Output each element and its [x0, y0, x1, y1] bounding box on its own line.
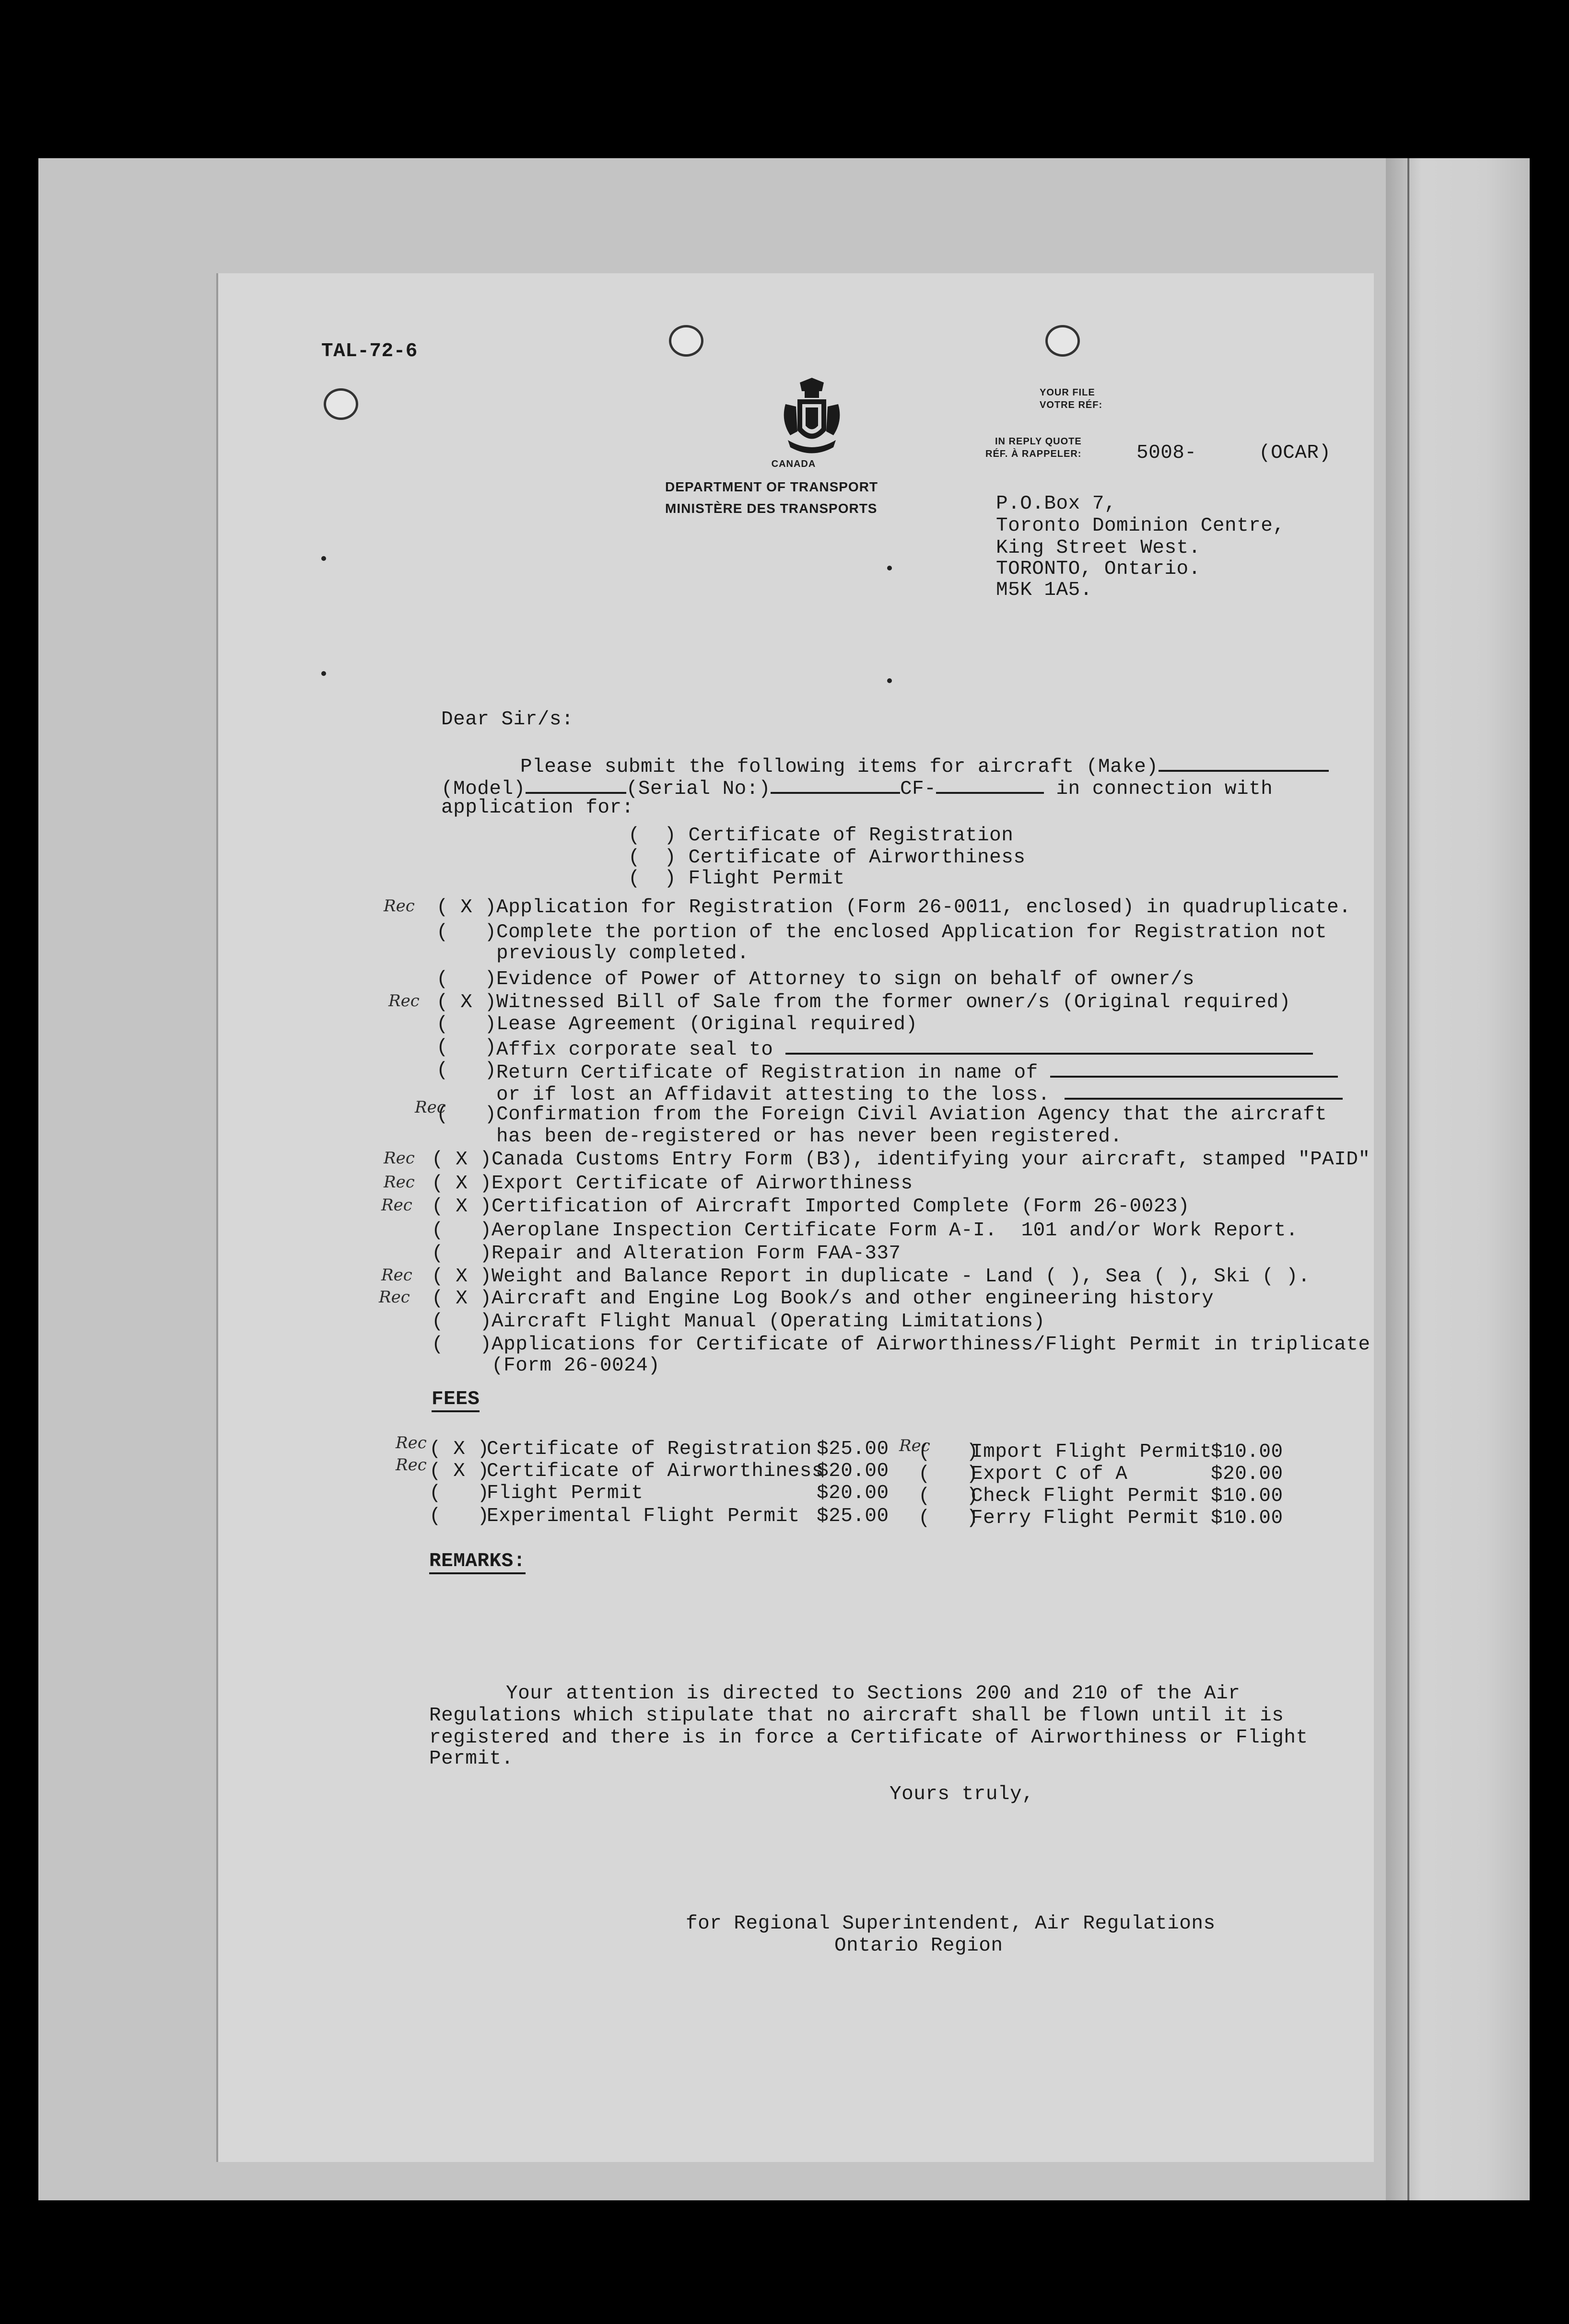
signature-line: for Regional Superintendent, Air Regulations	[686, 1913, 1216, 1935]
make-blank	[1159, 754, 1329, 772]
fees-heading: FEES	[432, 1388, 480, 1410]
reply-quote-number: 5008-	[1136, 442, 1197, 464]
checklist-box: ( )	[432, 1220, 492, 1242]
fee-label: Ferry Flight Permit	[971, 1507, 1200, 1529]
your-file-label-fr: VOTRE RÉF:	[1040, 400, 1103, 410]
fee-label: Experimental Flight Permit	[487, 1505, 800, 1527]
address-line: King Street West.	[996, 537, 1201, 559]
fee-label: Certificate of Airworthiness	[487, 1460, 824, 1482]
intro-line: Please submit the following items for aircraft (Make)	[520, 754, 1329, 778]
intro-line: (Model) (Serial No:) CF- in connection with	[441, 776, 1273, 800]
checklist-box: ( )	[436, 921, 497, 943]
checklist-item: or if lost an Affidavit attesting to the loss.	[496, 1081, 1343, 1106]
checklist-box: ( )	[432, 1334, 492, 1356]
remarks-heading: REMARKS:	[429, 1550, 526, 1572]
closing-paragraph-line: Permit.	[429, 1748, 514, 1770]
handwritten-note: Rec	[379, 1288, 410, 1307]
checklist-item: Export Certificate of Airworthiness	[492, 1173, 913, 1195]
speck	[321, 671, 326, 676]
checklist-item: Aircraft and Engine Log Book/s and other engineering history	[492, 1288, 1214, 1310]
punch-hole	[669, 325, 703, 357]
handwritten-note: Rec	[381, 1266, 412, 1285]
checklist-item: Confirmation from the Foreign Civil Aviation Agency that the aircraft	[496, 1104, 1327, 1126]
fee-box: ( )	[918, 1463, 979, 1485]
model-blank	[526, 776, 626, 794]
closing-paragraph-line: Your attention is directed to Sections 200 and 210 of the Air	[506, 1683, 1241, 1705]
fee-box: ( X )	[429, 1460, 490, 1482]
handwritten-note: Rec	[396, 1455, 427, 1475]
coat-of-arms-logo	[758, 369, 830, 453]
fee-amount: $20.00	[817, 1482, 889, 1504]
fee-amount: $10.00	[1211, 1507, 1283, 1529]
fee-box: ( )	[429, 1482, 490, 1504]
checklist-item: Application for Registration (Form 26-0011, enclosed) in quadruplicate.	[496, 896, 1351, 918]
application-option: ( ) Flight Permit	[628, 868, 845, 890]
checklist-item: (Form 26-0024)	[492, 1355, 660, 1377]
speck	[887, 678, 892, 683]
checklist-item: Canada Customs Entry Form (B3), identifying your aircraft, stamped "PAID"	[492, 1149, 1370, 1171]
signature-line: Ontario Region	[834, 1935, 1003, 1957]
name-blank	[1050, 1059, 1338, 1078]
checklist-item: Aeroplane Inspection Certificate Form A-I. 101 and/or Work Report.	[492, 1220, 1298, 1242]
checklist-box: ( )	[436, 1059, 497, 1081]
checklist-item: Witnessed Bill of Sale from the former owner/s (Original required)	[496, 991, 1291, 1013]
document-reference: TAL-72-6	[321, 340, 418, 362]
checklist-box: ( X )	[432, 1266, 492, 1288]
intro-line: application for:	[441, 797, 634, 819]
reply-quote-suffix: (OCAR)	[1259, 442, 1331, 464]
seal-blank	[785, 1036, 1313, 1055]
handwritten-note: Rec	[388, 991, 420, 1011]
address-line: M5K 1A5.	[996, 579, 1092, 601]
fee-amount: $10.00	[1211, 1441, 1283, 1463]
speck	[321, 556, 326, 561]
handwritten-note: Rec	[384, 896, 415, 916]
checklist-item: Aircraft Flight Manual (Operating Limitations)	[492, 1311, 1045, 1333]
checklist-box: ( )	[432, 1311, 492, 1333]
checklist-item: Repair and Alteration Form FAA-337	[492, 1243, 901, 1265]
letter-page	[218, 273, 1374, 2162]
handwritten-note: Rec	[384, 1149, 415, 1168]
checklist-item: Lease Agreement (Original required)	[496, 1013, 918, 1035]
your-file-label: YOUR FILE	[1040, 387, 1095, 398]
department-name-en: DEPARTMENT OF TRANSPORT	[665, 479, 878, 494]
serial-blank	[771, 776, 900, 794]
checklist-item: Return Certificate of Registration in name of	[496, 1059, 1338, 1084]
sign-off: Yours truly,	[890, 1783, 1034, 1805]
checklist-box: ( X )	[432, 1173, 492, 1195]
checklist-item: Evidence of Power of Attorney to sign on behalf of owner/s	[496, 968, 1195, 990]
checklist-item: Weight and Balance Report in duplicate - Land ( ), Sea ( ), Ski ( ).	[492, 1266, 1311, 1288]
address-line: TORONTO, Ontario.	[996, 558, 1201, 580]
checklist-item: Affix corporate seal to	[496, 1036, 1313, 1061]
binding-edge	[1407, 158, 1409, 2200]
fee-amount: $20.00	[1211, 1463, 1283, 1485]
name-blank	[1065, 1081, 1343, 1100]
closing-paragraph-line: registered and there is in force a Certificate of Airworthiness or Flight	[429, 1727, 1308, 1749]
salutation: Dear Sir/s:	[441, 709, 574, 731]
fee-label: Export C of A	[971, 1463, 1128, 1485]
checklist-box: ( X )	[436, 991, 497, 1013]
checklist-box: ( )	[436, 968, 497, 990]
fee-label: Certificate of Registration	[487, 1438, 812, 1460]
handwritten-note: Rec	[384, 1173, 415, 1192]
fee-amount: $25.00	[817, 1505, 889, 1527]
punch-hole	[1045, 325, 1080, 357]
reply-quote-label: IN REPLY QUOTE	[995, 436, 1082, 447]
checklist-box: ( )	[432, 1243, 492, 1265]
handwritten-note: Rec	[381, 1196, 412, 1215]
cf-blank	[936, 776, 1044, 794]
fee-box: ( X )	[429, 1438, 490, 1460]
crest-caption: CANADA	[771, 459, 816, 469]
fee-box: ( )	[918, 1441, 979, 1463]
handwritten-note: Rec	[415, 1098, 446, 1117]
checklist-box: ( X )	[436, 896, 497, 918]
reply-quote-label-fr: RÉF. À RAPPELER:	[985, 449, 1082, 459]
handwritten-note: Rec	[396, 1433, 427, 1452]
fee-box: ( )	[918, 1485, 979, 1507]
handwritten-note: Rec	[899, 1436, 930, 1455]
speck	[887, 566, 892, 570]
checklist-box: ( )	[436, 1036, 497, 1058]
application-option: ( ) Certificate of Registration	[628, 825, 1014, 847]
fee-box: ( )	[918, 1507, 979, 1529]
fee-label: Check Flight Permit	[971, 1485, 1200, 1507]
checklist-item: previously completed.	[496, 942, 749, 964]
fee-box: ( )	[429, 1505, 490, 1527]
checklist-box: ( X )	[432, 1149, 492, 1171]
fee-amount: $10.00	[1211, 1485, 1283, 1507]
address-line: P.O.Box 7,	[996, 493, 1117, 515]
closing-paragraph-line: Regulations which stipulate that no aircraft shall be flown until it is	[429, 1705, 1284, 1727]
fee-amount: $25.00	[817, 1438, 889, 1460]
fee-label: Flight Permit	[487, 1482, 644, 1504]
checklist-box: ( )	[436, 1013, 497, 1035]
checklist-item: has been de-registered or has never been registered.	[496, 1126, 1123, 1148]
address-line: Toronto Dominion Centre,	[996, 515, 1285, 537]
checklist-item: Applications for Certificate of Airworthiness/Flight Permit in triplicate	[492, 1334, 1370, 1356]
punch-hole	[324, 388, 358, 420]
checklist-item: Certification of Aircraft Imported Complete (Form 26-0023)	[492, 1196, 1190, 1218]
checklist-box: ( X )	[432, 1288, 492, 1310]
checklist-box: ( )	[436, 1104, 497, 1126]
fee-label: Import Flight Permit	[971, 1441, 1212, 1463]
application-option: ( ) Certificate of Airworthiness	[628, 847, 1026, 869]
department-name-fr: MINISTÈRE DES TRANSPORTS	[665, 501, 878, 516]
fee-amount: $20.00	[817, 1460, 889, 1482]
checklist-box: ( X )	[432, 1196, 492, 1218]
checklist-item: Complete the portion of the enclosed Application for Registration not	[496, 921, 1327, 943]
